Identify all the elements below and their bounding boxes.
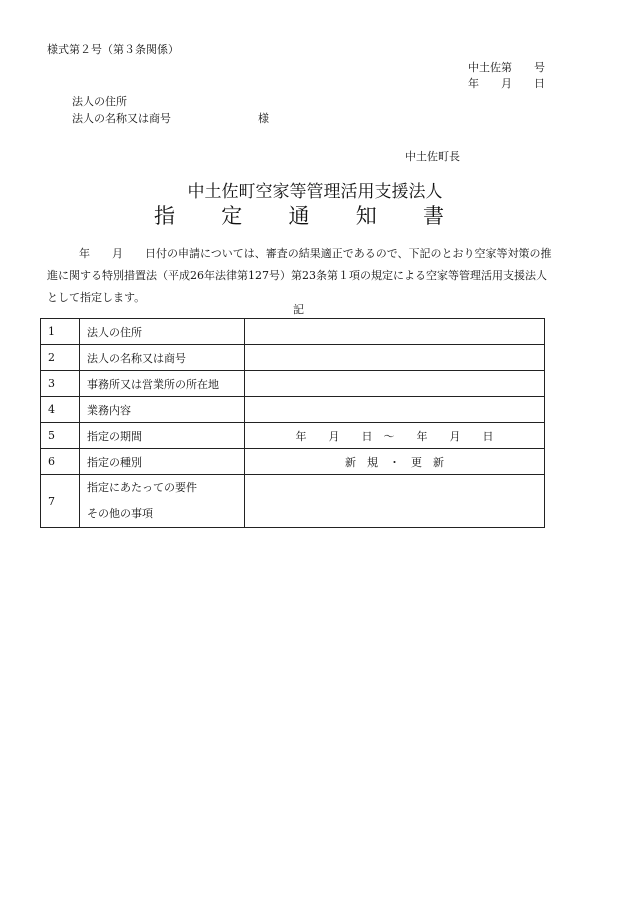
document-title-line2 xyxy=(154,206,444,227)
row-number: 5 xyxy=(41,423,80,449)
row-number: 3 xyxy=(41,371,80,397)
row-number: 6 xyxy=(41,449,80,475)
table-row xyxy=(41,345,545,371)
body-paragraph: 年 月 日付の申請については、審査の結果適正であるので、下記のとおり空家等対策の推進に関する特別措置法（平成26年法律第127号）第23条第１項の規定による空家等管理活用支援法人として指定します。 xyxy=(47,247,552,304)
addressee-name-label: 法人の名称又は商号 xyxy=(72,112,171,125)
row-value[interactable] xyxy=(245,397,545,423)
row-label: 指定の期間 xyxy=(80,423,245,449)
title-char: 書 xyxy=(423,204,444,228)
table-row xyxy=(41,371,545,397)
designation-type-value[interactable]: 新 規 ・ 更 新 xyxy=(245,449,545,475)
row-label: 事務所又は営業所の所在地 xyxy=(80,371,245,397)
row-label: 法人の住所 xyxy=(80,319,245,345)
table-row xyxy=(41,397,545,423)
form-number: 様式第２号（第３条関係） xyxy=(47,43,179,56)
row-value[interactable] xyxy=(245,371,545,397)
title-char: 通 xyxy=(288,204,310,228)
row-number: 2 xyxy=(41,345,80,371)
row-label: 業務内容 xyxy=(80,397,245,423)
document-number: 中土佐第 号 xyxy=(468,61,545,74)
table-row xyxy=(41,449,545,475)
row-label-line: その他の事項 xyxy=(87,507,153,520)
issue-date: 年 月 日 xyxy=(468,77,545,90)
issuer-mayor: 中土佐町長 xyxy=(405,150,460,163)
table-row xyxy=(41,423,545,449)
table-row xyxy=(41,475,545,528)
table-row xyxy=(41,319,545,345)
row-value[interactable] xyxy=(245,475,545,528)
row-value[interactable] xyxy=(245,319,545,345)
row-label xyxy=(80,475,245,528)
ki-heading: 記 xyxy=(293,303,304,316)
row-number: 7 xyxy=(41,475,80,528)
row-number: 4 xyxy=(41,397,80,423)
row-number: 1 xyxy=(41,319,80,345)
row-value[interactable] xyxy=(245,345,545,371)
designation-period-value[interactable]: 年 月 日 ～ 年 月 日 xyxy=(245,423,545,449)
row-label-line: 指定にあたっての要件 xyxy=(87,481,197,494)
row-label: 法人の名称又は商号 xyxy=(80,345,245,371)
title-char: 定 xyxy=(221,204,243,228)
title-char: 指 xyxy=(154,204,175,228)
addressee-address-label: 法人の住所 xyxy=(72,95,127,108)
body-paragraph-block xyxy=(47,243,557,309)
row-label: 指定の種別 xyxy=(80,449,245,475)
title-char: 知 xyxy=(355,204,377,228)
designation-details-table xyxy=(40,318,545,528)
document-title-line1: 中土佐町空家等管理活用支援法人 xyxy=(187,182,443,202)
honorific: 様 xyxy=(258,112,269,125)
